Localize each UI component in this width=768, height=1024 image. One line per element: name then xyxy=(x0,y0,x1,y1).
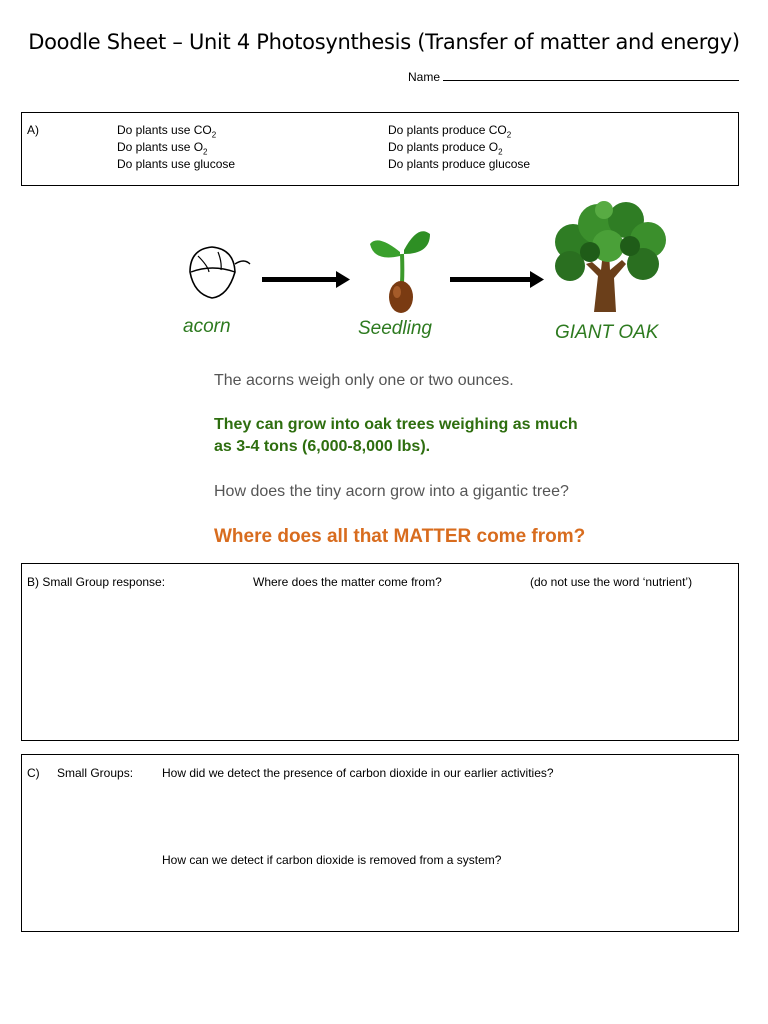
section-b-note: (do not use the word ‘nutrient’) xyxy=(530,575,693,589)
section-c-group-label: Small Groups: xyxy=(57,766,134,780)
section-b-box[interactable] xyxy=(21,563,739,741)
matter-question-text: Where does all that MATTER come from? xyxy=(214,526,586,547)
giant-oak-label: GIANT OAK xyxy=(555,322,659,343)
name-label: Name xyxy=(408,70,441,84)
section-b-question: Where does the matter come from? xyxy=(253,575,442,589)
section-b-label: B) Small Group response: xyxy=(27,575,166,589)
arrow-icon xyxy=(450,271,544,288)
page-title: Doodle Sheet – Unit 4 Photosynthesis (Transfer of matter and energy) xyxy=(28,30,740,54)
section-c-question-2: How can we detect if carbon dioxide is removed from a system? xyxy=(162,853,502,867)
acorn-icon xyxy=(190,247,250,298)
section-c-box[interactable] xyxy=(21,754,739,932)
list-item: Do plants produce $O_2$ xyxy=(388,140,503,157)
acorn-to-oak-figure xyxy=(178,194,678,556)
section-a-label: A) xyxy=(27,123,39,137)
list-item: Do plants produce $CO_2$ xyxy=(388,123,512,140)
seedling-icon xyxy=(370,231,430,313)
growth-question-text: How does the tiny acorn grow into a gigantic tree? xyxy=(214,483,569,500)
section-a-box xyxy=(21,112,739,186)
acorn-label: acorn xyxy=(183,316,231,337)
oak-tree-icon xyxy=(555,201,666,312)
section-c-label: C) xyxy=(27,766,40,780)
list-item: Do plants use $CO_2$ xyxy=(117,123,217,140)
list-item: Do plants use $O_2$ xyxy=(117,140,208,157)
arrow-icon xyxy=(262,271,350,288)
oak-weight-text-2: as 3-4 tons (6,000-8,000 lbs). xyxy=(214,438,431,455)
name-blank-line[interactable] xyxy=(443,70,739,81)
name-field[interactable] xyxy=(408,70,748,84)
oak-weight-text-1: They can grow into oak trees weighing as much xyxy=(214,416,578,433)
list-item: Do plants use glucose xyxy=(117,157,236,171)
list-item: Do plants produce glucose xyxy=(388,157,531,171)
acorn-weight-text: The acorns weigh only one or two ounces. xyxy=(214,372,514,389)
seedling-label: Seedling xyxy=(358,318,432,339)
section-c-question-1: How did we detect the presence of carbon dioxide in our earlier activities? xyxy=(162,766,554,780)
